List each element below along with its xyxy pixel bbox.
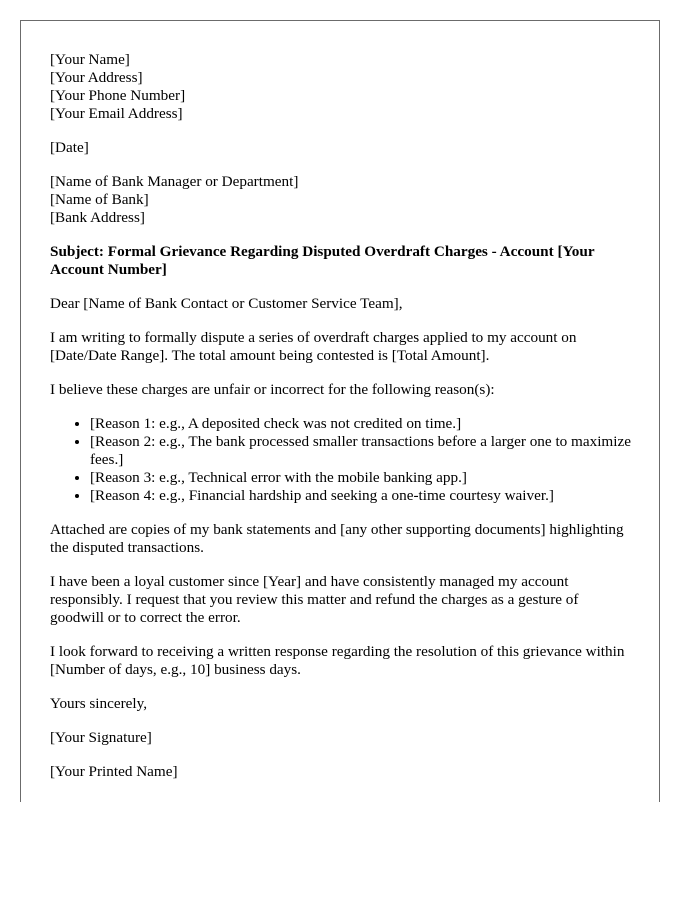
recipient-address: [Bank Address] <box>50 209 145 226</box>
letter-content <box>50 51 632 797</box>
sign-off: Yours sincerely, <box>50 695 148 712</box>
loyalty-paragraph: I have been a loyal customer since [Year] and have consistently managed my account responsibly. I request that you review this matter and refund the charges as a gesture of goodwill or to correct the error. <box>50 573 579 626</box>
subject-line: Subject: Formal Grievance Regarding Disputed Overdraft Charges - Account [Your Account Number] <box>50 243 595 278</box>
sender-email: [Your Email Address] <box>50 105 183 122</box>
attachments-paragraph: Attached are copies of my bank statements and [any other supporting documents] highlighting the disputed transactions. <box>50 521 624 556</box>
letter-page <box>20 20 660 802</box>
signature-placeholder: [Your Signature] <box>50 729 152 746</box>
reasons-list <box>50 415 632 505</box>
sender-block <box>50 51 632 123</box>
reason-item: • [Reason 4: e.g., Financial hardship and seeking a one-time courtesy waiver.] <box>90 487 632 505</box>
letter-date: [Date] <box>50 139 89 156</box>
sender-name: [Your Name] <box>50 51 130 68</box>
reasons-intro: I believe these charges are unfair or incorrect for the following reason(s): <box>50 381 495 398</box>
reason-item: • [Reason 1: e.g., A deposited check was not credited on time.] <box>90 415 632 433</box>
reason-item: • [Reason 3: e.g., Technical error with the mobile banking app.] <box>90 469 632 487</box>
sender-phone: [Your Phone Number] <box>50 87 186 104</box>
recipient-block <box>50 173 632 227</box>
reason-item: • [Reason 2: e.g., The bank processed smaller transactions before a larger one to maximize fees.] <box>90 433 632 469</box>
closing-request-paragraph: I look forward to receiving a written response regarding the resolution of this grievance within [Number of days, e.g., 10] business days. <box>50 643 625 678</box>
recipient-manager: [Name of Bank Manager or Department] <box>50 173 299 190</box>
sender-address: [Your Address] <box>50 69 143 86</box>
salutation: Dear [Name of Bank Contact or Customer Service Team], <box>50 295 403 312</box>
recipient-bank: [Name of Bank] <box>50 191 149 208</box>
printed-name-placeholder: [Your Printed Name] <box>50 763 178 780</box>
intro-paragraph: I am writing to formally dispute a series of overdraft charges applied to my account on [Date/Date Range]. The total amount being contested is [Total Amount]. <box>50 329 577 364</box>
